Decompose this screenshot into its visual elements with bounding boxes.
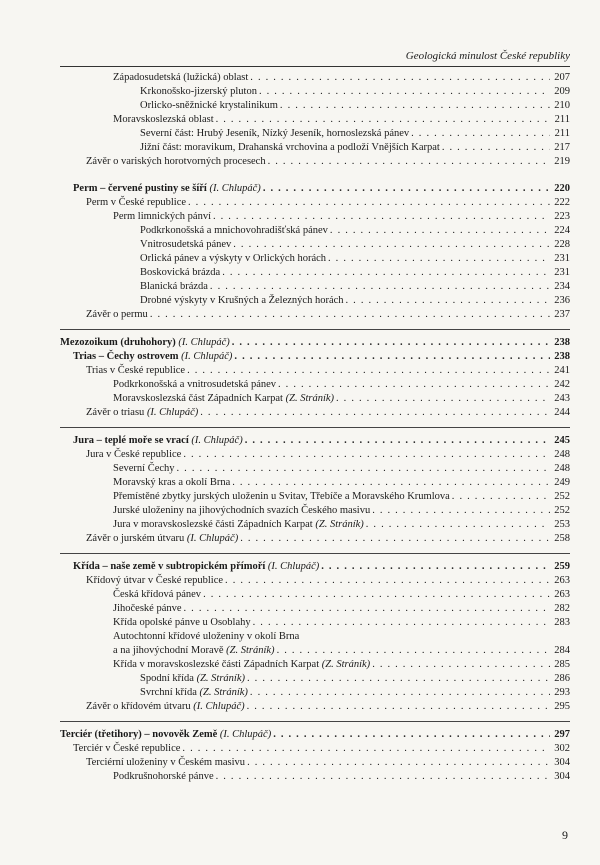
toc-entry-page: 304: [554, 757, 570, 768]
toc-entry-text: Podkrušnohorské pánve: [113, 771, 214, 782]
toc-entry[interactable]: [140, 252, 570, 266]
toc-entry-text: Krkonošsko-jizerský pluton: [140, 86, 257, 97]
toc-entry-text: Závěr o permu: [86, 309, 148, 320]
toc-entry-title: [113, 658, 370, 672]
toc-entry-title: [86, 756, 245, 770]
toc-entry-title: [73, 560, 319, 574]
toc-entry-title: [113, 616, 251, 630]
toc-entry-text: Terciér (třetihory) – novověk Země: [60, 729, 218, 740]
toc-entry[interactable]: [60, 336, 570, 350]
dot-leader: [233, 238, 550, 252]
toc-entry-page: 263: [554, 575, 570, 586]
toc-entry-text: Závěr o triasu: [86, 407, 145, 418]
toc-entry-page: 252: [554, 505, 570, 516]
toc-entry-title: [113, 630, 299, 644]
toc-entry-page: 231: [554, 253, 570, 264]
toc-entry-text: Orlická pánev a výskyty v Orlických horách: [140, 253, 327, 264]
toc-entry-title: [140, 280, 208, 294]
toc-entry[interactable]: [60, 728, 570, 742]
toc-entry-text: Křídový útvar v České republice: [86, 575, 224, 586]
toc-entry[interactable]: [86, 196, 570, 210]
toc-entry-title: [113, 644, 275, 658]
toc-entry-text: Podkrkonošská a vnitrosudetská pánev: [113, 379, 277, 390]
toc-entry-text: Mezozoikum (druhohory): [60, 337, 176, 348]
toc-entry-text: Závěr o variských horotvorných procesech: [86, 156, 266, 167]
toc-entry-title: [140, 141, 440, 155]
dot-leader: [247, 700, 550, 714]
toc-entry-page: 217: [554, 142, 570, 153]
dot-leader: [442, 141, 550, 155]
dot-leader: [273, 728, 550, 742]
toc-entry-title: [86, 700, 245, 714]
toc-entry-author: (I. Chlupáč): [178, 337, 230, 348]
toc-entry-page: 211: [554, 128, 570, 139]
toc-entry-title: [140, 686, 248, 700]
toc-entry-page: 282: [554, 603, 570, 614]
toc-entry-title: [86, 308, 148, 322]
toc-entry-text: Jura – teplé moře se vrací: [73, 435, 189, 446]
toc-entry-title: [140, 127, 409, 141]
dot-leader: [268, 155, 550, 169]
toc-entry-title: [140, 238, 231, 252]
toc-entry-title: [140, 85, 257, 99]
toc-entry-title: [60, 728, 271, 742]
toc-entry-author: (I. Chlupáč): [146, 407, 199, 418]
toc-entry[interactable]: [113, 392, 570, 406]
toc-entry-title: [113, 504, 370, 518]
toc-entry-author: (Z. Stráník): [226, 645, 275, 656]
toc-entry-text: Blanická brázda: [140, 281, 208, 292]
toc-entry-text: Spodní křída: [140, 673, 194, 684]
toc-entry-text: Česká křídová pánev: [113, 589, 202, 600]
toc-entry[interactable]: [140, 266, 570, 280]
toc-entry[interactable]: [113, 518, 570, 532]
toc-entry-page: 258: [554, 533, 570, 544]
toc-entry-text: Křída opolské pánve u Osoblahy: [113, 617, 251, 628]
toc-entry-title: [113, 378, 276, 392]
dot-leader: [183, 448, 550, 462]
toc-entry-page: 295: [554, 701, 570, 712]
toc-entry[interactable]: [86, 756, 570, 770]
toc-entry-title: [113, 588, 201, 602]
toc-entry-author: (I. Chlupáč): [186, 533, 239, 544]
toc-entry[interactable]: [86, 308, 570, 322]
toc-entry-text: Jura v moravskoslezské části Západních Karpat: [113, 519, 313, 530]
dot-leader: [452, 490, 550, 504]
toc-entry-text: Svrchní křída: [140, 687, 197, 698]
toc-entry-title: [73, 182, 261, 196]
dot-leader: [411, 127, 550, 141]
section-separator: [60, 427, 570, 428]
toc-entry[interactable]: [140, 294, 570, 308]
dot-leader: [253, 616, 550, 630]
toc-entry[interactable]: [86, 364, 570, 378]
dot-leader: [372, 658, 550, 672]
toc-entry-text: Jihočeské pánve: [113, 603, 182, 614]
toc-entry[interactable]: [140, 99, 570, 113]
dot-leader: [222, 266, 550, 280]
dot-leader: [245, 434, 550, 448]
dot-leader: [182, 742, 550, 756]
toc-entry-title: [140, 266, 220, 280]
toc-entry[interactable]: [113, 378, 570, 392]
toc-entry-title: [86, 155, 266, 169]
toc-entry-text: Severní část: Hrubý Jeseník, Nízký Jeseník, hornoslezská pánev: [140, 128, 410, 139]
toc-entry-author: (I. Chlupáč): [209, 183, 261, 194]
toc-entry-page: 238: [554, 351, 570, 362]
toc-entry-author: (I. Chlupáč): [191, 435, 243, 446]
dot-leader: [247, 672, 550, 686]
toc-entry-title: [140, 294, 344, 308]
toc-entry-title: [73, 350, 232, 364]
dot-leader: [346, 294, 550, 308]
toc-entry-page: 222: [554, 197, 570, 208]
toc-entry-title: [113, 490, 450, 504]
toc-entry-page: 285: [554, 659, 570, 670]
toc-entry[interactable]: [140, 141, 570, 155]
toc-entry-page: 252: [554, 491, 570, 502]
dot-leader: [278, 378, 550, 392]
toc-entry-author: (I. Chlupáč): [219, 729, 272, 740]
toc-entry-page: 293: [554, 687, 570, 698]
dot-leader: [232, 336, 550, 350]
toc-entry-title: [113, 476, 230, 490]
toc-entry-author: (Z. Stráník): [196, 673, 246, 684]
toc-entry-page: 211: [554, 114, 570, 125]
toc-entry[interactable]: [113, 476, 570, 490]
toc-entry[interactable]: [113, 630, 570, 644]
toc-entry-page: 253: [554, 519, 570, 530]
dot-leader: [187, 364, 550, 378]
toc-entry-title: [113, 518, 364, 532]
toc-entry-text: Závěr o křídovém útvaru: [86, 701, 191, 712]
toc-entry-page: 249: [554, 477, 570, 488]
toc-entry-page: 243: [554, 393, 570, 404]
toc-entry-text: Jurské uloženiny na jihovýchodních svazích Českého masivu: [113, 505, 371, 516]
toc-entry[interactable]: [73, 560, 570, 574]
dot-leader: [280, 99, 550, 113]
toc-entry[interactable]: [113, 616, 570, 630]
toc-entry[interactable]: [140, 686, 570, 700]
toc-entry-page: 248: [554, 463, 570, 474]
toc-entry-text: Vnitrosudetská pánev: [140, 239, 232, 250]
toc-entry-title: [113, 210, 211, 224]
toc-entry[interactable]: [73, 182, 570, 196]
toc-entry-page: 207: [554, 72, 570, 83]
toc-entry-page: 242: [554, 379, 570, 390]
dot-leader: [232, 476, 550, 490]
toc-entry-page: 231: [554, 267, 570, 278]
toc-entry-page: 297: [554, 729, 570, 740]
toc-entry[interactable]: [73, 350, 570, 364]
toc-entry-text: Moravskoslezská oblast: [113, 114, 214, 125]
toc-entry-page: 244: [554, 407, 570, 418]
toc-entry-text: Drobné výskyty v Krušných a Železných horách: [140, 295, 344, 306]
page-number: 9: [562, 828, 568, 842]
dot-leader: [321, 560, 550, 574]
toc-entry[interactable]: [113, 113, 570, 127]
toc-entry-title: [140, 252, 326, 266]
toc-entry-author: (I. Chlupáč): [181, 351, 233, 362]
toc-entry[interactable]: [86, 155, 570, 169]
dot-leader: [336, 392, 550, 406]
toc-entry-page: 220: [554, 183, 570, 194]
toc-entry-page: 224: [554, 225, 570, 236]
toc-entry[interactable]: [113, 770, 570, 784]
toc-entry[interactable]: [113, 71, 570, 85]
toc-entry[interactable]: [113, 504, 570, 518]
toc-entry-title: [86, 532, 238, 546]
toc-entry-text: Jižní část: moravikum, Drahanská vrchovina a podloží Vnějších Karpat: [140, 142, 440, 153]
toc-entry-title: [113, 392, 334, 406]
toc-entry[interactable]: [113, 602, 570, 616]
toc-entry[interactable]: [86, 574, 570, 588]
toc-entry-title: [60, 336, 230, 350]
toc-entry-text: Moravskoslezská část Západních Karpat: [113, 393, 283, 404]
toc-entry-title: [86, 196, 186, 210]
toc-entry[interactable]: [140, 672, 570, 686]
dot-leader: [200, 406, 550, 420]
toc-entry[interactable]: [86, 700, 570, 714]
toc-entry-page: 228: [554, 239, 570, 250]
dot-leader: [225, 574, 550, 588]
toc-entry[interactable]: [113, 462, 570, 476]
toc-entry-title: [86, 364, 185, 378]
toc-entry-page: 234: [554, 281, 570, 292]
toc-entry[interactable]: [140, 224, 570, 238]
toc-entry-page: 284: [554, 645, 570, 656]
toc-entry-text: Perm limnických pánví: [113, 211, 211, 222]
dot-leader: [234, 350, 550, 364]
dot-leader: [328, 252, 550, 266]
dot-leader: [247, 756, 550, 770]
toc-entry-title: [140, 672, 245, 686]
toc-entry-author: (I. Chlupáč): [193, 701, 245, 712]
toc-entry-title: [113, 113, 214, 127]
toc-entry-text: Křída v moravskoslezské části Západních Karpat: [113, 659, 320, 670]
toc-entry[interactable]: [113, 658, 570, 672]
toc-entry-text: Trias – Čechy ostrovem: [73, 351, 179, 362]
dot-leader: [259, 85, 550, 99]
toc-entry[interactable]: [140, 280, 570, 294]
toc-entry[interactable]: [86, 532, 570, 546]
dot-leader: [216, 113, 550, 127]
toc-entry[interactable]: [73, 434, 570, 448]
dot-leader: [203, 588, 550, 602]
toc-entry[interactable]: [140, 127, 570, 141]
toc-entry-page: 245: [554, 435, 570, 446]
toc-entry-page: 259: [554, 561, 570, 572]
toc-entry-page: 238: [554, 337, 570, 348]
toc-entry-text: Terciér v České republice: [73, 743, 181, 754]
dot-leader: [177, 462, 550, 476]
dot-leader: [330, 224, 550, 238]
toc-entry-text: Závěr o jurském útvaru: [86, 533, 185, 544]
header-rule: [60, 66, 570, 67]
toc-entry[interactable]: [140, 85, 570, 99]
toc-entry-page: 286: [554, 673, 570, 684]
toc-entry[interactable]: [73, 742, 570, 756]
toc-entry-author: (Z. Stráník): [321, 659, 371, 670]
dot-leader: [213, 210, 550, 224]
toc-entry-text: Přemístěné zbytky jurských uloženin u Svitav, Třebíče a Moravského Krumlova: [113, 491, 450, 502]
toc-entry-text: Perm v České republice: [86, 197, 187, 208]
toc-entry-title: [113, 462, 175, 476]
toc-entry[interactable]: [140, 238, 570, 252]
toc-entry-title: [140, 224, 328, 238]
toc-entry-page: 302: [554, 743, 570, 754]
toc-entry-text: Západosudetská (lužická) oblast: [113, 72, 249, 83]
toc-entry-title: [86, 448, 181, 462]
toc-entry-text: Moravský kras a okolí Brna: [113, 477, 231, 488]
toc-entry[interactable]: [113, 490, 570, 504]
toc-entry-page: 241: [554, 365, 570, 376]
toc-entry-title: [73, 742, 180, 756]
toc-entry-page: 219: [554, 156, 570, 167]
toc-entry-page: 263: [554, 589, 570, 600]
dot-leader: [372, 504, 550, 518]
section-separator: [60, 329, 570, 330]
toc-entry-text: Perm – červené pustiny se šíří: [73, 183, 207, 194]
dot-leader: [263, 182, 550, 196]
toc-entry-text: Terciérní uloženiny v Českém masivu: [86, 757, 246, 768]
section-separator: [60, 553, 570, 554]
toc-entry-text: Křída – naše země v subtropickém přímoří: [73, 561, 266, 572]
toc-entry-page: 209: [554, 86, 570, 97]
toc-entry[interactable]: [113, 588, 570, 602]
dot-leader: [277, 644, 550, 658]
toc-entry[interactable]: [86, 406, 570, 420]
toc-entry-text: Jura v České republice: [86, 449, 182, 460]
toc-entry-text: Trias v České republice: [86, 365, 186, 376]
toc-entry-title: [113, 71, 248, 85]
toc-entry[interactable]: [86, 448, 570, 462]
dot-leader: [250, 686, 550, 700]
dot-leader: [210, 280, 550, 294]
dot-leader: [184, 602, 550, 616]
toc-entry-title: [113, 602, 182, 616]
dot-leader: [250, 71, 550, 85]
toc-entry-page: 283: [554, 617, 570, 628]
toc-entry-text: a na jihovýchodní Moravě: [113, 645, 224, 656]
toc-entry-author: (Z. Stráník): [199, 687, 248, 698]
dot-leader: [188, 196, 550, 210]
toc-entry-author: (I. Chlupáč): [267, 561, 320, 572]
toc-entry-title: [140, 99, 278, 113]
section-separator: [60, 721, 570, 722]
toc-entry-page: 237: [554, 309, 570, 320]
toc-entry-author: (Z. Stráník): [285, 393, 335, 404]
toc-entry-page: 304: [554, 771, 570, 782]
toc-entry[interactable]: [113, 644, 570, 658]
toc-entry-title: [86, 574, 223, 588]
dot-leader: [216, 770, 550, 784]
toc-entry-page: 210: [554, 100, 570, 111]
toc-entry-title: [86, 406, 198, 420]
running-header: Geologická minulost České republiky: [405, 50, 570, 62]
dot-leader: [150, 308, 550, 322]
toc-entry-text: Autochtonní křídové uloženiny v okolí Brna: [113, 631, 300, 642]
toc-entry-author: (Z. Stráník): [315, 519, 364, 530]
toc-entry-text: Podkrkonošská a mnichovohradišťská pánev: [140, 225, 328, 236]
dot-leader: [240, 532, 550, 546]
toc-entry-page: 223: [554, 211, 570, 222]
toc-entry-text: Orlicko-sněžnické krystalinikum: [140, 100, 278, 111]
toc-entry-text: Severní Čechy: [113, 463, 175, 474]
toc-entry-title: [73, 434, 243, 448]
toc-entry[interactable]: [113, 210, 570, 224]
toc-entry-text: Boskovická brázda: [140, 267, 221, 278]
dot-leader: [366, 518, 550, 532]
toc-entry-title: [113, 770, 214, 784]
toc-entry-page: 248: [554, 449, 570, 460]
toc-entry-page: 236: [554, 295, 570, 306]
